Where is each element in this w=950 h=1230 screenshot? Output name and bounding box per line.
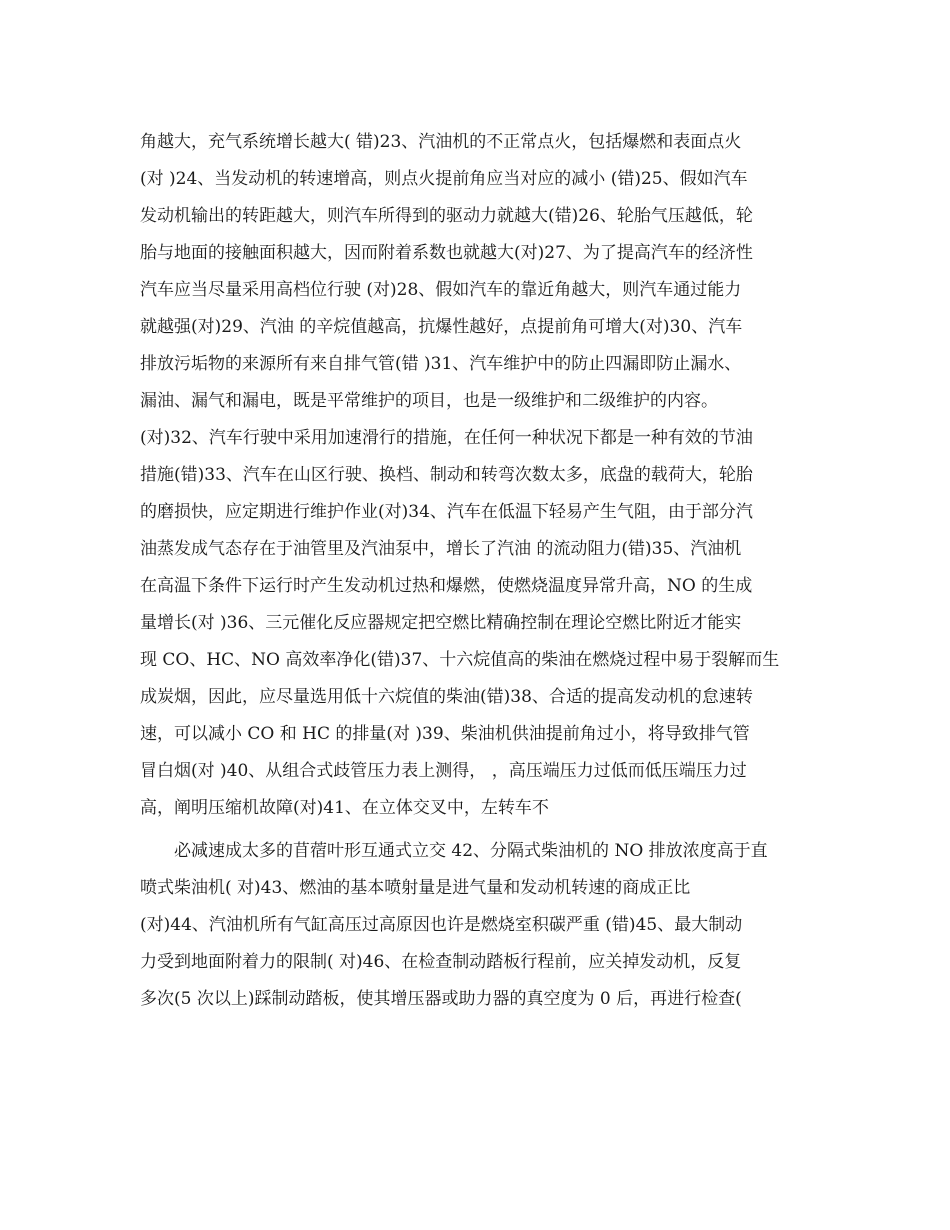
paragraph-first-line: 必减速成太多的苜蓿叶形互通式立交 42、分隔式柴油机的 NO 排放浓度高于直 bbox=[174, 841, 768, 861]
text-line: 就越强(对)29、汽油 的辛烷值越高，抗爆性越好，点提前角可增大(对)30、汽车 bbox=[140, 317, 743, 337]
text-line: 多次(5 次以上)踩制动踏板，使其增压器或助力器的真空度为 0 后，再进行检查( bbox=[140, 989, 742, 1009]
text-line: 排放污垢物的来源所有来自排气管(错 )31、汽车维护中的防止四漏即防止漏水、 bbox=[140, 354, 742, 374]
text-line: 在高温下条件下运行时产生发动机过热和爆燃，使燃烧温度异常升高，NO 的生成 bbox=[140, 576, 753, 596]
text-line: 冒白烟(对 )40、从组合式歧管压力表上测得， ，高压端压力过低而低压端压力过 bbox=[140, 761, 747, 781]
text-line: 高，阐明压缩机故障(对)41、在立体交叉中，左转车不 bbox=[140, 798, 549, 818]
text-line: (对 )24、当发动机的转速增高，则点火提前角应当对应的减小 (错)25、假如汽车 bbox=[140, 169, 748, 189]
document-body bbox=[140, 124, 816, 1018]
text-line: 喷式柴油机( 对)43、燃油的基本喷射量是进气量和发动机转速的商成正比 bbox=[140, 878, 691, 898]
text-line: 速，可以减小 CO 和 HC 的排量(对 )39、柴油机供油提前角过小，将导致排气管 bbox=[140, 724, 750, 744]
text-line: (对)32、汽车行驶中采用加速滑行的措施，在任何一种状况下都是一种有效的节油 bbox=[140, 428, 753, 448]
text-line: (对)44、汽油机所有气缸高压过高原因也许是燃烧室积碳严重 (错)45、最大制动 bbox=[140, 915, 743, 935]
text-line: 胎与地面的接触面积越大，因而附着系数也就越大(对)27、为了提高汽车的经济性 bbox=[140, 243, 753, 263]
text-line: 漏油、漏气和漏电，既是平常维护的项目，也是一级维护和二级维护的内容。 bbox=[140, 391, 718, 411]
text-line: 措施(错)33、汽车在山区行驶、换档、制动和转弯次数太多，底盘的载荷大，轮胎 bbox=[140, 465, 753, 485]
text-line: 量增长(对 )36、三元催化反应器规定把空燃比精确控制在理论空燃比附近才能实 bbox=[140, 613, 742, 633]
text-line: 力受到地面附着力的限制( 对)46、在检查制动踏板行程前，应关掉发动机，反复 bbox=[140, 952, 742, 972]
text-line: 现 CO、HC、NO 高效率净化(错)37、十六烷值高的柴油在燃烧过程中易于裂解而生 bbox=[140, 650, 780, 670]
text-line: 成炭烟，因此，应尽量选用低十六烷值的柴油(错)38、合适的提高发动机的怠速转 bbox=[140, 687, 753, 707]
text-line: 的磨损快，应定期进行维护作业(对)34、汽车在低温下轻易产生气阻，由于部分汽 bbox=[140, 502, 753, 522]
text-line: 油蒸发成气态存在于油管里及汽油泵中，增长了汽油 的流动阻力(错)35、汽油机 bbox=[140, 539, 742, 559]
text-line: 发动机输出的转距越大，则汽车所得到的驱动力就越大(错)26、轮胎气压越低，轮 bbox=[140, 206, 753, 226]
text-line: 汽车应当尽量采用高档位行驶 (对)28、假如汽车的靠近角越大，则汽车通过能力 bbox=[140, 280, 742, 300]
text-line: 角越大，充气系统增长越大( 错)23、汽油机的不正常点火，包括爆燃和表面点火 bbox=[140, 132, 742, 152]
